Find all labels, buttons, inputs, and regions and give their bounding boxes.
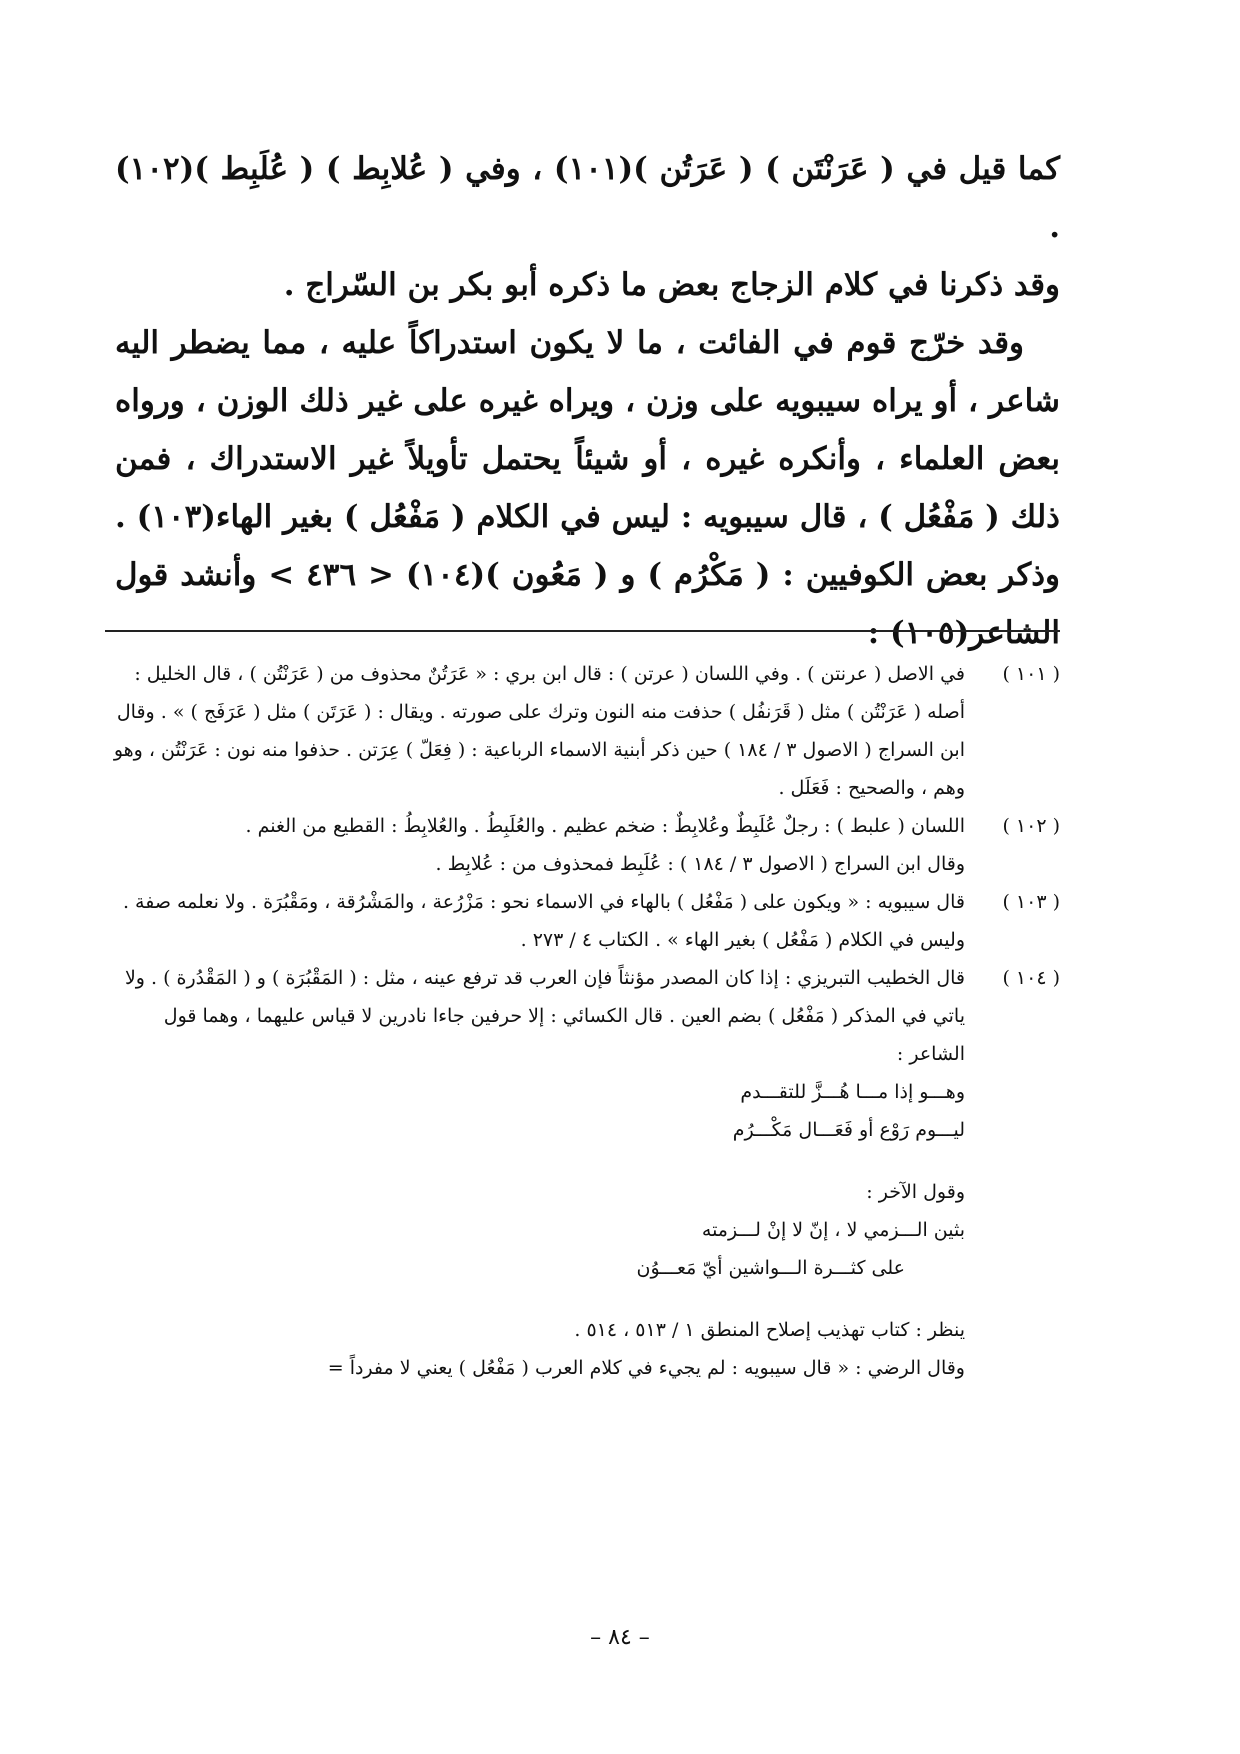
- footnote-number: ( ١٠٤ ): [1002, 967, 1060, 989]
- verse-2-intro: وقول الآخر :: [866, 1181, 965, 1203]
- main-line-2: وقد ذكرنا في كلام الزجاج بعض ما ذكره أبو بكر بن السّراج .: [283, 267, 1060, 303]
- main-text: [115, 140, 1060, 662]
- footnotes: [105, 655, 1060, 1387]
- verse-1-first-hemistich: وهـــو إذا مـــا هُـــزَّ للتقـــدم: [740, 1081, 965, 1103]
- spacer: [105, 1287, 965, 1311]
- footnote-text: قال الخطيب التبريزي : إذا كان المصدر مؤنثاً فإن العرب قد ترفع عينه ، مثل : ( المَقْبُرَة ) و ( المَقْدُرة ) . ولا ياتي في المذكر ( مَفْعُل ) بضم العين . قال الكسائي : إلا حرفين جاءا نادرين لا قياس عليهما ، وهما قول الشاعر :: [124, 967, 965, 1065]
- verse-2-second-hemistich: على كثـــرة الـــواشين أيّ مَعـــوُن: [636, 1257, 905, 1279]
- reference-line: ينظر : كتاب تهذيب إصلاح المنطق ١ / ٥١٣ ، ٥١٤ .: [574, 1319, 965, 1341]
- footnote-text: قال سيبويه : « ويكون على ( مَفْعُل ) بالهاء في الاسماء نحو : مَزْرُعة ، والمَشْرُقة ، ومَقْبُرَة . ولا نعلمه صفة . وليس في الكلام ( مَفْعُل ) بغير الهاء » . الكتاب ٤ / ٢٧٣ .: [122, 891, 965, 951]
- verse-2-first-hemistich: بثين الـــزمي لا ، إنّ لا إنْ لـــزمته: [701, 1219, 965, 1241]
- main-paragraph: وقد خرّج قوم في الفائت ، ما لا يكون استدراكاً عليه ، مما يضطر اليه شاعر ، أو يراه سيبويه على وزن ، ويراه غيره على غير ذلك الوزن ، ورواه بعض العلماء ، وأنكره غيره ، أو شيئاً يحتمل تأويلاً غير الاستدراك ، فمن ذلك ( مَفْعُل ) ، قال سيبويه : ليس في الكلام ( مَفْعُل ) بغير الهاء(١٠٣) . وذكر بعض الكوفيين : ( مَكْرُم ) و ( مَعُون )(١٠٤) < ٤٣٦ > وأنشد قول الشاعر(١٠٥) :: [115, 325, 1060, 651]
- footnote-number: ( ١٠١ ): [1002, 663, 1060, 685]
- reference-line-continued: وقال الرضي : « قال سيبويه : لم يجيء في كلام العرب ( مَفْعُل ) يعني لا مفرداً =: [327, 1357, 965, 1379]
- footnote-101: [105, 655, 1060, 807]
- page-number: – ٨٤ –: [590, 1625, 650, 1650]
- footnote-104: [105, 959, 1060, 1387]
- footnote-divider: [105, 630, 1060, 632]
- footnote-103: [105, 883, 1060, 959]
- footnote-text: في الاصل ( عرنتن ) . وفي اللسان ( عرتن ) : قال ابن بري : « عَرَتُنٌ محذوف من ( عَرَنْتُن ) ، قال الخليل : أصله ( عَرَنْتُن ) مثل ( قَرَنفُل ) حذفت منه النون وترك على صورته . ويقال : ( عَرَتَن ) مثل ( عَرَفَج ) » . وقال ابن السراج ( الاصول ٣ / ١٨٤ ) حين ذكر أبنية الاسماء الرباعية : ( فِعَلّ ) عِرَتن . حذفوا منه نون : عَرَنْتُن ، وهو وهم ، والصحيح : فَعَلَل .: [113, 663, 965, 799]
- footnote-number: ( ١٠٢ ): [1002, 815, 1060, 837]
- footnote-text: اللسان ( علبط ) : رجلٌ عُلَبِطٌ وعُلابِطٌ : ضخم عظيم . والعُلَبِطُ . والعُلابِطُ : القطيع من الغنم .: [245, 815, 965, 837]
- footnote-number: ( ١٠٣ ): [1002, 891, 1060, 913]
- main-line-1: كما قيل في ( عَرَنْتَن ) ( عَرَتُن )(١٠١) ، وفي ( عُلابِط ) ( عُلَبِط )(١٠٢) .: [115, 151, 1060, 245]
- verse-1-second-hemistich: ليـــوم رَوْع أو فَعَـــال مَكْـــرُم: [732, 1119, 965, 1141]
- footnote-text-extra: وقال ابن السراج ( الاصول ٣ / ١٨٤ ) : عُلَبِط فمحذوف من : عُلابِط .: [435, 853, 965, 875]
- footnote-102: [105, 807, 1060, 883]
- spacer: [105, 1149, 965, 1173]
